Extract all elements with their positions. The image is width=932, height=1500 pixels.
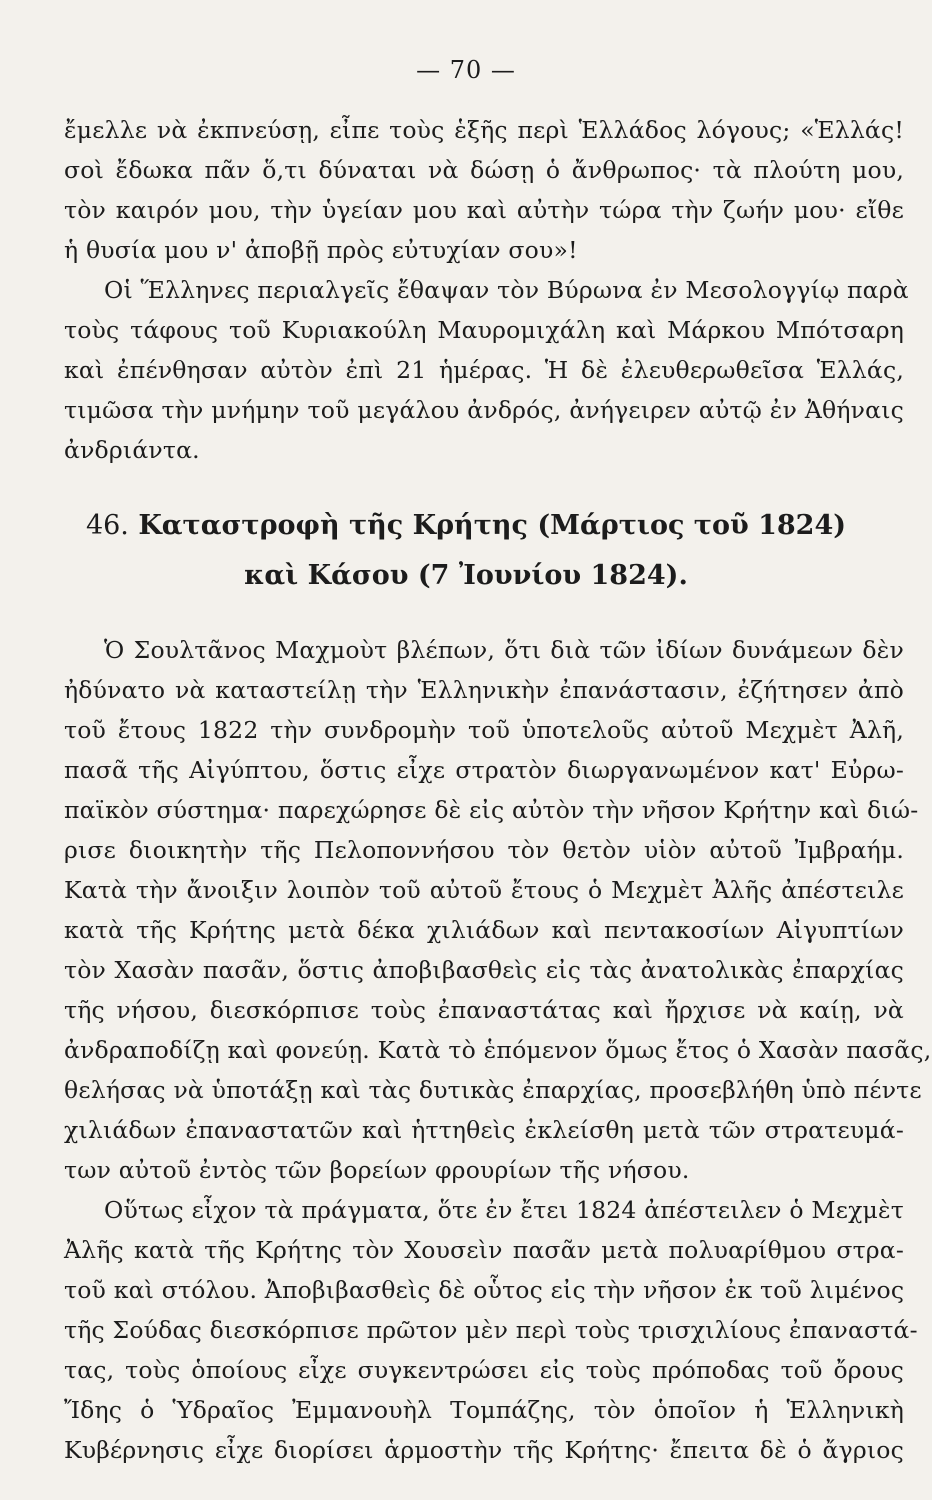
text-line: καὶ ἐπένθησαν αὐτὸν ἐπὶ 21 ἡμέρας. Ἡ δὲ ἐλευθερωθεῖσα Ἑλλάς, xyxy=(64,356,904,384)
text-line: Κυβέρνησις εἶχε διορίσει ἁρμοστὴν τῆς Κρήτης· ἔπειτα δὲ ὁ ἄγριος xyxy=(64,1436,904,1464)
section-heading-line2: καὶ Κάσου (7 Ἰουνίου 1824). xyxy=(244,560,688,591)
text-line: των αὐτοῦ ἐντὸς τῶν βορείων φρουρίων τῆς νήσου. xyxy=(64,1156,690,1184)
text-line: τοὺς τάφους τοῦ Κυριακούλη Μαυρομιχάλη καὶ Μάρκου Μπότσαρη xyxy=(64,316,904,344)
text-line: τὸν καιρόν μου, τὴν ὑγείαν μου καὶ αὐτὴν τώρα τὴν ζωήν μου· εἴθε xyxy=(64,196,904,224)
text-line: τας, τοὺς ὁποίους εἶχε συγκεντρώσει εἰς τοὺς πρόποδας τοῦ ὄρους xyxy=(64,1356,904,1384)
text-line: Κατὰ τὴν ἄνοιξιν λοιπὸν τοῦ αὐτοῦ ἔτους ὁ Μεχμὲτ Ἀλῆς ἀπέστειλε xyxy=(64,876,904,904)
text-line: Ὁ Σουλτᾶνος Μαχμοὺτ βλέπων, ὅτι διὰ τῶν ἰδίων δυνάμεων δὲν xyxy=(104,636,904,664)
text-line: ἔμελλε νὰ ἐκπνεύσῃ, εἶπε τοὺς ἑξῆς περὶ Ἑλλάδος λόγους; «Ἑλλάς! xyxy=(64,116,904,144)
text-line: χιλιάδων ἐπαναστατῶν καὶ ἡττηθεὶς ἐκλείσθη μετὰ τῶν στρατευμά- xyxy=(64,1116,904,1144)
text-line: τιμῶσα τὴν μνήμην τοῦ μεγάλου ἀνδρός, ἀνήγειρεν αὐτῷ ἐν Ἀθήναις xyxy=(64,396,904,424)
text-line: τοῦ ἔτους 1822 τὴν συνδρομὴν τοῦ ὑποτελοῦς αὐτοῦ Μεχμὲτ Ἀλῆ, xyxy=(64,716,904,744)
page-number: — 70 — xyxy=(416,56,516,84)
text-line: κατὰ τῆς Κρήτης μετὰ δέκα χιλιάδων καὶ πεντακοσίων Αἰγυπτίων xyxy=(64,916,904,944)
text-line: τῆς νήσου, διεσκόρπισε τοὺς ἐπαναστάτας καὶ ἤρχισε νὰ καίῃ, νὰ xyxy=(64,996,904,1024)
text-line: ἀνδριάντα. xyxy=(64,436,200,464)
section-title-line1: Καταστροφὴ τῆς Κρήτης (Μάρτιος τοῦ 1824) xyxy=(138,510,847,541)
text-line: Ἀλῆς κατὰ τῆς Κρήτης τὸν Χουσεὶν πασᾶν μετὰ πολυαρίθμου στρα- xyxy=(64,1236,904,1264)
text-line: τοῦ καὶ στόλου. Ἀποβιβασθεὶς δὲ οὗτος εἰς τὴν νῆσον ἐκ τοῦ λιμένος xyxy=(64,1276,905,1304)
text-line: παϊκὸν σύστημα· παρεχώρησε δὲ εἰς αὐτὸν τὴν νῆσον Κρήτην καὶ διώ- xyxy=(64,796,919,824)
text-line: ἀνδραποδίζῃ καὶ φονεύῃ. Κατὰ τὸ ἑπόμενον ὅμως ἔτος ὁ Χασὰν πασᾶς, xyxy=(64,1036,932,1064)
text-line: θελήσας νὰ ὑποτάξῃ καὶ τὰς δυτικὰς ἐπαρχίας, προσεβλήθη ὑπὸ πέντε xyxy=(64,1076,922,1104)
text-line: ρισε διοικητὴν τῆς Πελοποννήσου τὸν θετὸν υἱὸν αὐτοῦ Ἰμβραήμ. xyxy=(64,836,904,864)
text-line: Οὕτως εἶχον τὰ πράγματα, ὅτε ἐν ἔτει 1824 ἀπέστειλεν ὁ Μεχμὲτ xyxy=(104,1196,904,1224)
text-line: ἡ θυσία μου ν' ἀποβῇ πρὸς εὐτυχίαν σου»! xyxy=(64,236,578,264)
text-line: Ἴδης ὁ Ὑδραῖος Ἐμμανουὴλ Τομπάζης, τὸν ὁποῖον ἡ Ἑλληνικὴ xyxy=(64,1396,904,1424)
section-heading xyxy=(0,510,932,541)
section-number: 46. xyxy=(85,510,129,541)
text-line: τῆς Σούδας διεσκόρπισε πρῶτον μὲν περὶ τοὺς τρισχιλίους ἐπαναστά- xyxy=(64,1316,918,1344)
text-line: σοὶ ἔδωκα πᾶν ὅ,τι δύναται νὰ δώσῃ ὁ ἄνθρωπος· τὰ πλούτη μου, xyxy=(64,156,904,184)
text-line: ἠδύνατο νὰ καταστείλῃ τὴν Ἑλληνικὴν ἐπανάστασιν, ἐζήτησεν ἀπὸ xyxy=(64,676,904,704)
text-line: τὸν Χασὰν πασᾶν, ὅστις ἀποβιβασθεὶς εἰς τὰς ἀνατολικὰς ἐπαρχίας xyxy=(64,956,904,984)
text-line: πασᾶ τῆς Αἰγύπτου, ὅστις εἶχε στρατὸν διωργανωμένον κατ' Εὐρω- xyxy=(64,756,904,784)
text-line: Οἱ Ἕλληνες περιαλγεῖς ἔθαψαν τὸν Βύρωνα ἐν Μεσολογγίῳ παρὰ xyxy=(104,276,909,304)
